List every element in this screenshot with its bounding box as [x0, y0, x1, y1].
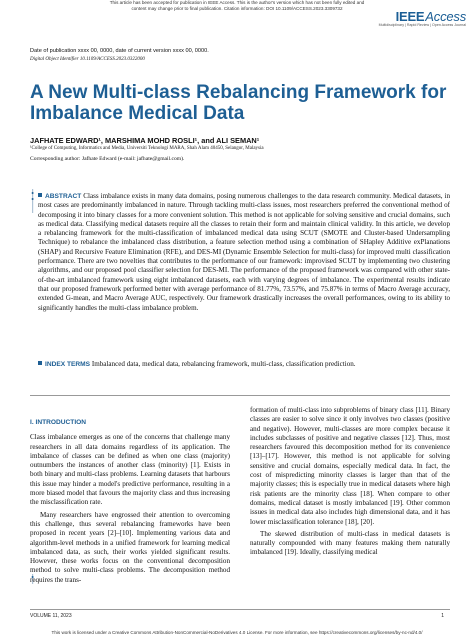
- journal-wordmark: [379, 9, 466, 24]
- journal-tagline: Multidisciplinary | Rapid Review | Open Access Journal: [378, 23, 466, 27]
- paragraph: Class imbalance emerges as one of the concerns that challenge many researchers in all data domains regardless of its application. The imbalance of classes can be defined as when one class (majority) outnumbers the instances of another class (minority) [1]. Exists in both binary and multi-class problems. Learning datasets that harbours this issue may hinder a model's predictive performance, resulting in a more biased model that favours the majority class and thus increasing the misclassification rate.: [30, 433, 230, 507]
- index-terms-label: INDEX TERMS: [45, 361, 91, 368]
- journal-logo: [379, 9, 466, 27]
- doi-line: Digital Object Identifier 10.1109/ACCESS.2023.0322000: [30, 57, 145, 62]
- affiliation: ¹College of Computing, Informatics and Media, Universiti Teknologi MARA, Shah Alam 40450, Selangor, Malaysia: [30, 146, 264, 151]
- paragraph: formation of multi-class into subproblems of binary class [11]. Binary classes are easier to solve since it only involves two classes (positive and negative). However, multi-classes are more complex because it includes subclasses of positive and negative classes [12]. Thus, most researchers favoured this decomposition method for its convenience [13]–[17]. However, this method is not applicable for solving sensitive and crucial domains, especially medical data. In fact, the cost of mispredicting minority classes is larger than that of the majority classes; this is especially true in medical datasets where high risk patients are the minority class [18]. When compare to other domains, medical dataset is mostly imbalanced [19]. Other common issues in medical data also includes high dimensional data, and it has lower misclassification tolerance [18], [20].: [250, 406, 450, 526]
- index-terms: [38, 360, 450, 369]
- index-terms-text: Imbalanced data, medical data, rebalancing framework, multi-class, classification prediction.: [91, 360, 356, 368]
- corresponding-author: Corresponding author: Jafhate Edward (e-mail: jafhate@gmail.com).: [30, 156, 185, 162]
- paragraph: The skewed distribution of multi-class in medical datasets is naturally compounded with many features making them naturally imbalanced [19]. Ideally, classifying medical: [250, 529, 450, 557]
- license-notice: This work is licensed under a Creative Commons Attribution-NonCommercial-NoDerivatives 4.0 License. For more information, see https://creativecommons.org/licenses/by-nc-nd/4.0/: [51, 630, 423, 635]
- square-marker-icon: [38, 193, 42, 197]
- page-number: 1: [441, 613, 444, 619]
- volume-label: VOLUME 11, 2023: [30, 613, 72, 619]
- footer-divider: [30, 609, 450, 610]
- notice-line-2: content may change prior to final publication. Citation information: DOI 10.1109/ACCESS.2023.3309732: [131, 5, 343, 11]
- publication-dates: Date of publication xxxx 00, 0000, date of current version xxxx 00, 0000.: [30, 48, 209, 54]
- abstract: [38, 192, 450, 313]
- page-footer: [30, 613, 444, 619]
- left-column: [30, 418, 230, 588]
- square-marker-icon: [38, 361, 42, 365]
- abstract-label: ABSTRACT: [45, 193, 82, 200]
- abstract-text: Class imbalance exists in many data domains, posing numerous challenges to the data research community. Medical datasets, in most cases are predominantly imbalanced in nature. Through tackling multi-class issues, most researchers preferred the conventional method of decomposing it into binary classes for a more convenient solution. This method is not applicable for solving sensitive and crucial domains, such as medical data. Classifying medical datasets require all the classes to retain their form and maintain clinical validity. In this article, we develop a rebalancing framework for the multi-classification of imbalanced medical data using SCUT (SMOTE and Cluster-based Undersampling Technique) to rebalance the imbalanced class distribution, a feature selection method using a combination of SHapley Additive exPlanations (SHAP) and Recursive Feature Elimination (RFE), and DES-MI (Dynamic Ensemble Selection for multi-class) for improved multi classification performance. There are two novelties that contributes to the performance of our framework: improvised SCUT by implementing two clustering algorithms, and our proposed pool classifier selection for DES-MI. The performance of the proposed framework was compared with other state-of-the-art imbalanced framework using eight imbalanced datasets, each with varying degrees of imbalance. The experimental results indicate that our proposed framework performed better with average performance of 81.77%, 73.57%, and 75.87% in terms of Macro Average accuracy, extended G-mean, and Macro Average AUC, respectively. Our framework drastically increases the overall performances, owing to its ability to significantly handles the multi-class imbalance problem.: [38, 192, 450, 312]
- brand-bold: IEEE: [395, 9, 425, 24]
- section-heading: I. INTRODUCTION: [30, 419, 87, 426]
- notice-line-1: This article has been accepted for publication in IEEE Access. This is the author's version which has not been fully edited and: [109, 0, 365, 5]
- paper-title: A New Multi-class Rebalancing Framework for Imbalance Medical Data: [30, 82, 447, 124]
- vertical-tag-icon: [30, 189, 36, 213]
- brand-italic: Access: [425, 9, 466, 24]
- paragraph: Many researchers have engrossed their attention to overcoming this challenge, thus several rebalancing frameworks have been proposed in recent years [2]–[10]. Implementing various data and algorithm-level methods in a unified framework for learning medical imbalanced data, as such, their works yielded significant results. However, these works focus on the conventional decomposition method to solve multi-class problems. The decomposition method requires the trans-: [30, 510, 230, 584]
- divider: [30, 395, 450, 396]
- author-list: JAFHATE EDWARD¹, MARSHIMA MOHD ROSLI¹, and ALI SEMAN¹: [30, 136, 260, 145]
- right-column: [250, 406, 450, 561]
